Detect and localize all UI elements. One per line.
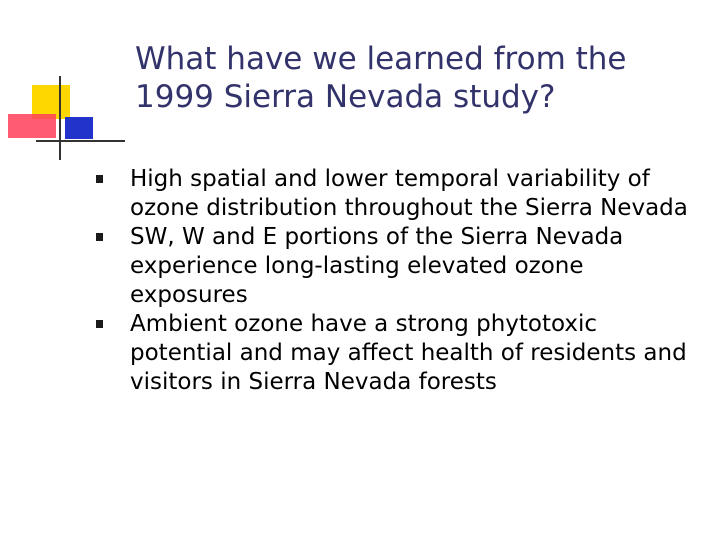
title-decoration-graphic xyxy=(0,0,130,170)
square-bullet-icon xyxy=(96,233,103,241)
bullet-text: High spatial and lower temporal variability of ozone distribution throughout the Sierra Nevada xyxy=(130,166,688,221)
bullet-item xyxy=(124,310,704,397)
bullet-list xyxy=(124,165,704,397)
deco-red-bar xyxy=(8,114,56,138)
deco-yellow-square xyxy=(32,85,70,119)
slide-title xyxy=(135,40,695,116)
square-bullet-icon xyxy=(96,320,103,328)
deco-blue-square xyxy=(65,117,93,139)
square-bullet-icon xyxy=(96,175,103,183)
bullet-text: Ambient ozone have a strong phytotoxic potential and may affect health of residents and visitors in Sierra Nevada forests xyxy=(130,311,687,395)
title-line-1: What have we learned from the xyxy=(135,41,627,77)
bullet-item xyxy=(124,223,704,310)
bullet-item xyxy=(124,165,704,223)
title-line-2: 1999 Sierra Nevada study? xyxy=(135,79,556,115)
bullet-text: SW, W and E portions of the Sierra Nevada experience long-lasting elevated ozone exposures xyxy=(130,224,624,308)
